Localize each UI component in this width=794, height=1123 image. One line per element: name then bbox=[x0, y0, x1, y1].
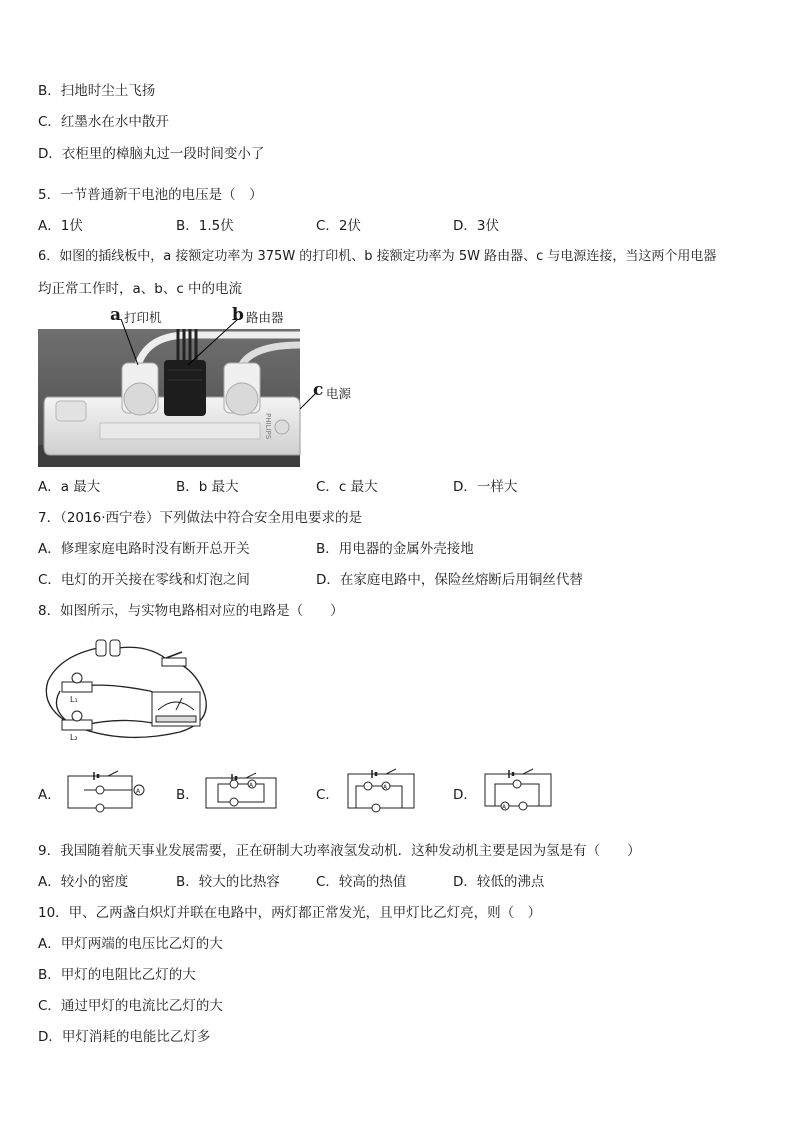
circuit-diagram-c bbox=[342, 768, 422, 818]
q5-option-d: D．3伏 bbox=[453, 218, 499, 234]
q4-option-d: D．衣柜里的樟脑丸过一段时间变小了 bbox=[38, 146, 265, 162]
real-circuit-figure bbox=[40, 636, 215, 746]
q6-stem-line1: 6．如图的插线板中，a 接额定功率为 375W 的打印机、b 接额定功率为 5W 路由器、c 与电源连接，当这两个用电器 bbox=[38, 249, 717, 264]
label-b-text: 路由器 bbox=[246, 310, 284, 325]
q7-stem: 7．（2016·西宁卷）下列做法中符合安全用电要求的是 bbox=[38, 510, 362, 526]
q6-option-b: B．b 最大 bbox=[176, 479, 239, 495]
q6-option-c: C．c 最大 bbox=[316, 479, 378, 495]
q4-option-c: C．红墨水在水中散开 bbox=[38, 114, 169, 130]
brand-label: PHILIPS bbox=[264, 413, 272, 440]
q10-option-b: B．甲灯的电阻比乙灯的大 bbox=[38, 967, 196, 983]
label-c-text: 电源 bbox=[326, 386, 352, 401]
q10-stem: 10．甲、乙两盏白炽灯并联在电路中，两灯都正常发光，且甲灯比乙灯亮，则（ ） bbox=[38, 905, 542, 921]
q9-option-c: C．较高的热值 bbox=[316, 874, 407, 890]
q9-option-d: D．较低的沸点 bbox=[453, 874, 545, 890]
q9-stem: 9．我国随着航天事业发展需要，正在研制大功率液氢发动机．这种发动机主要是因为氢是有（ ） bbox=[38, 843, 641, 859]
q6-stem-line2: 均正常工作时，a、b、c 中的电流 bbox=[38, 281, 243, 297]
q7-option-c: C．电灯的开关接在零线和灯泡之间 bbox=[38, 572, 250, 588]
q8-option-a: A． bbox=[38, 787, 61, 803]
q7-option-b: B．用电器的金属外壳接地 bbox=[316, 541, 474, 557]
real-l2-label: L₂ bbox=[70, 733, 78, 742]
q8-stem: 8．如图所示，与实物电路相对应的电路是（ ） bbox=[38, 603, 344, 619]
ammeter-label-b: A bbox=[249, 782, 254, 789]
q9-option-a: A．较小的密度 bbox=[38, 874, 129, 890]
q5-option-b: B．1.5伏 bbox=[176, 218, 234, 234]
q7-option-a: A．修理家庭电路时没有断开总开关 bbox=[38, 541, 250, 557]
q7-option-d: D．在家庭电路中，保险丝熔断后用铜丝代替 bbox=[316, 572, 583, 588]
circuit-diagram-d bbox=[479, 768, 559, 818]
real-circuit-drawing bbox=[40, 636, 215, 746]
power-strip-figure bbox=[38, 305, 358, 470]
q8-option-d: D． bbox=[453, 787, 477, 803]
q10-option-a: A．甲灯两端的电压比乙灯的大 bbox=[38, 936, 223, 952]
label-b: b bbox=[232, 305, 244, 325]
circuit-diagram-b bbox=[202, 772, 282, 817]
label-a-text: 打印机 bbox=[124, 310, 162, 325]
ammeter-label-a: A bbox=[136, 788, 141, 795]
power-strip-photo bbox=[38, 305, 358, 470]
q5-option-a: A．1伏 bbox=[38, 218, 83, 234]
real-l1-label: L₁ bbox=[70, 695, 78, 704]
q8-option-b: B． bbox=[176, 787, 199, 803]
q10-option-d: D．甲灯消耗的电能比乙灯多 bbox=[38, 1029, 211, 1045]
label-c: c bbox=[313, 380, 324, 400]
ammeter-label-d: A bbox=[502, 804, 507, 811]
q5-stem: 5．一节普通新干电池的电压是（ ） bbox=[38, 187, 263, 203]
q6-option-a: A．a 最大 bbox=[38, 479, 101, 495]
q6-option-d: D．一样大 bbox=[453, 479, 518, 495]
q4-option-b: B．扫地时尘土飞扬 bbox=[38, 83, 156, 99]
ammeter-label-c: A bbox=[383, 784, 388, 791]
q8-option-c: C． bbox=[316, 787, 339, 803]
label-a: a bbox=[110, 305, 122, 325]
q5-option-c: C．2伏 bbox=[316, 218, 362, 234]
circuit-diagram-a bbox=[64, 770, 154, 815]
q9-option-b: B．较大的比热容 bbox=[176, 874, 280, 890]
q10-option-c: C．通过甲灯的电流比乙灯的大 bbox=[38, 998, 223, 1014]
